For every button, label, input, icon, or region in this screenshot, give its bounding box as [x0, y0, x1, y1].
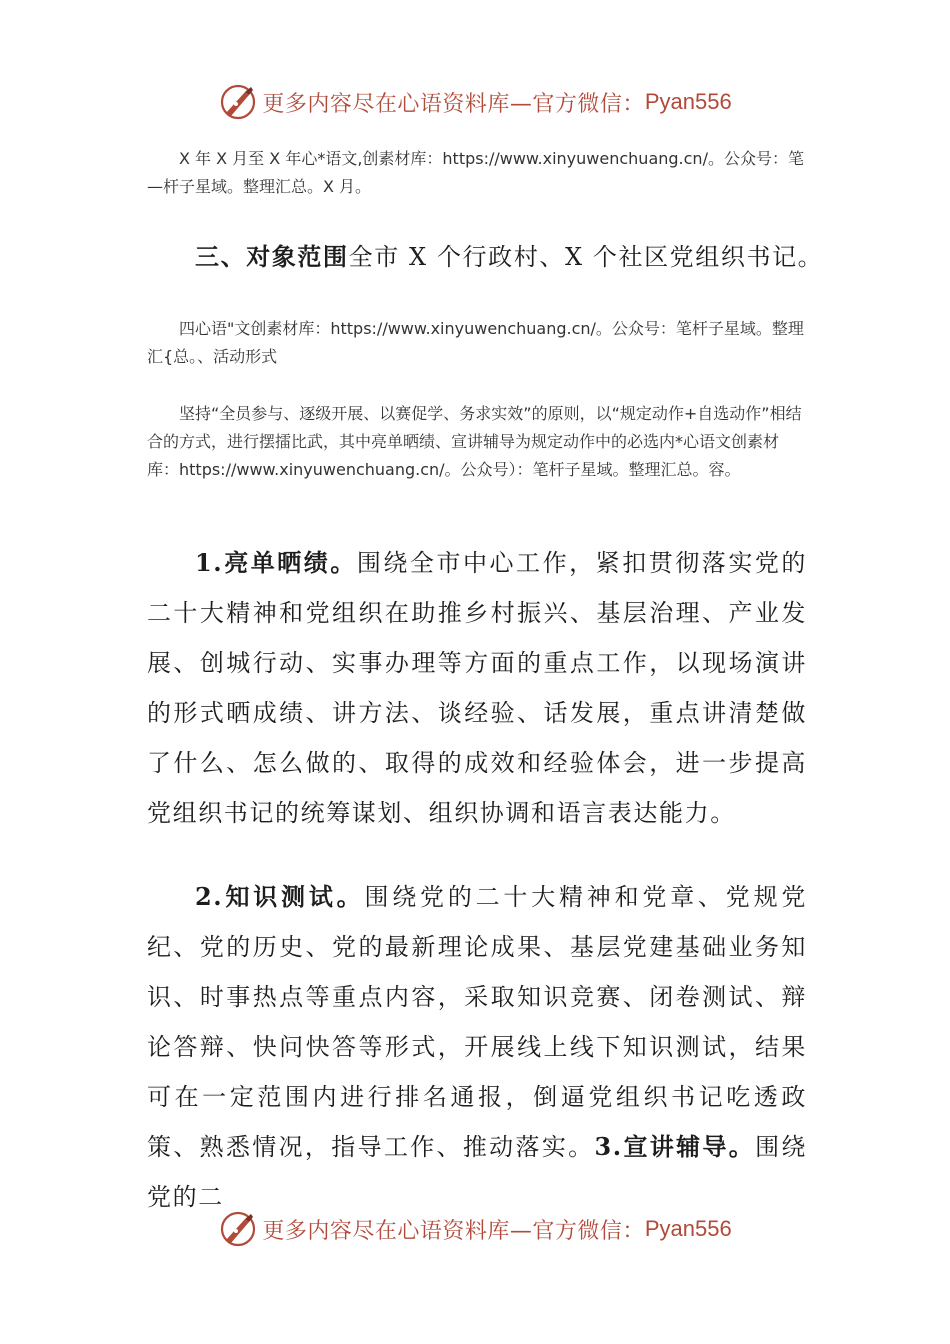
item-2-title: 2.知识测试。 [195, 882, 365, 911]
banner-text: 更多内容尽在心语资料库—官方微信： [262, 1218, 645, 1244]
item-1-text: 围绕全市中心工作，紧扣贯彻落实党的二十大精神和党组织在助推乡村振兴、基层治理、产业发展、创城行动、实事办理等方面的重点工作，以现场演讲的形式晒成绩、讲方法、谈经验、话发展，重点讲清楚做了什么、怎么做的、取得的成效和经验体会，进一步提高党组织书记的统筹谋划、组织协调和语言表达能力。 [147, 549, 807, 827]
item-1-title: 1.亮单晒绩。 [195, 548, 357, 577]
section-text: 全市 X 个行政村、X 个社区党组织书记。 [348, 243, 824, 271]
pen-logo-icon [218, 1209, 258, 1249]
paragraph-item-1 [147, 538, 807, 838]
wechat-id: Pyan556 [644, 89, 732, 114]
paragraph-activity-form: 四心语"文创素材库：https://www.xinyuwenchuang.cn/。公众号：笔杆子星域。整理汇{总。、活动形式 [147, 319, 804, 366]
header-banner [0, 80, 950, 124]
item-3-text: 围绕党的二 [147, 1133, 808, 1211]
wechat-id: Pyan556 [644, 1216, 732, 1241]
banner-text: 更多内容尽在心语资料库—官方微信： [262, 91, 645, 117]
item-2-text: 围绕党的二十大精神和党章、党规党纪、党的历史、党的最新理论成果、基层党建基础业务知识、时事热点等重点内容，采取知识竞赛、闭卷测试、辩论答辩、快问快答等形式，开展线上线下知识测试，结果可在一定范围内进行排名通报，倒逼党组织书记吃透政策、熟悉情况，指导工作、推动落实。 [147, 883, 807, 1161]
paragraph-timeline: X 年 X 月至 X 年心*语文,创素材库：https://www.xinyuwenchuang.cn/。公众号：笔—杆子星域。整理汇总。X 月。 [147, 149, 804, 196]
footer-banner [0, 1207, 950, 1251]
item-3-title: 3.宣讲辅导。 [594, 1132, 756, 1161]
section-title: 三、对象范围 [195, 242, 349, 271]
paragraph-item-2 [147, 872, 807, 1222]
section-heading-scope [147, 239, 827, 275]
pen-logo-icon [218, 82, 258, 122]
paragraph-principle: 坚持“全员参与、逐级开展、以赛促学、务求实效”的原则，以“规定动作+自选动作”相结合的方式，进行摆擂比武，其中亮单晒绩、宣讲辅导为规定动作中的必选内*心语文创素材库：https://www.xinyuwenchuang.cn/。公众号）：笔杆子星域。整理汇总。容。 [147, 404, 802, 479]
